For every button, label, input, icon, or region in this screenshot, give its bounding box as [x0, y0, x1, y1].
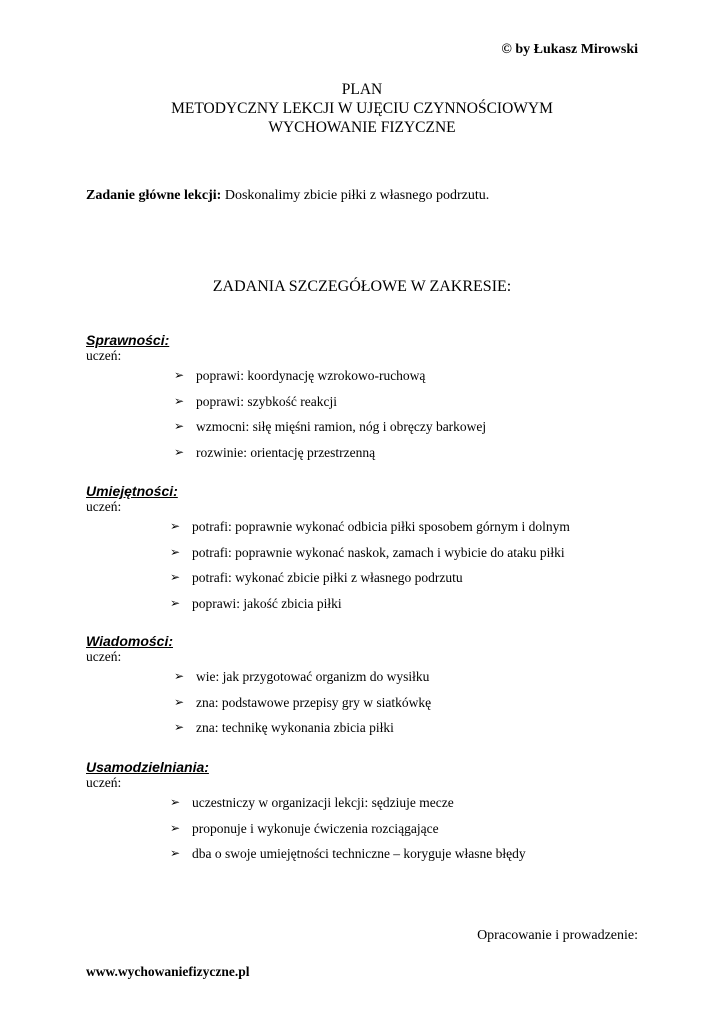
item-list [170, 790, 646, 867]
title-line-3: WYCHOWANIE FIZYCZNE [268, 119, 456, 136]
arrowhead-bullet-icon: ➢ [174, 669, 185, 683]
section-subject: uczeń: [86, 649, 122, 664]
item-text: poprawi: szybkość reakcji [196, 393, 337, 409]
item-text: wie: jak przygotować organizm do wysiłku [196, 669, 430, 684]
item-text: zna: technikę wykonania zbicia piłki [196, 720, 394, 735]
section-title: Wiadomości: [86, 633, 173, 649]
item-list [174, 664, 646, 741]
title-line-2: METODYCZNY LEKCJI W UJĘCIU CZYNNOŚCIOWYM [171, 100, 553, 117]
prepared-by-label: Opracowanie i prowadzenie: [477, 928, 638, 943]
item-text: poprawi: koordynację wzrokowo-ruchową [196, 368, 426, 383]
list-item [170, 841, 646, 867]
list-item [174, 715, 646, 741]
arrowhead-bullet-icon: ➢ [170, 519, 181, 533]
section-title: Umiejętności: [86, 483, 178, 499]
list-item [170, 565, 646, 591]
document-title [0, 80, 724, 137]
list-item [170, 540, 646, 566]
item-list [170, 514, 646, 616]
list-item [170, 790, 646, 816]
item-text: proponuje i wykonuje ćwiczenia rozciągające [192, 820, 439, 836]
section-wiadomosci [86, 633, 646, 741]
section-title: Sprawności: [86, 332, 170, 348]
item-text: wzmocni: siłę mięśni ramion, nóg i obręczy barkowej [196, 419, 487, 434]
item-text: dba o swoje umiejętności techniczne – koryguje własne błędy [192, 846, 526, 861]
section-subject: uczeń: [86, 775, 122, 790]
arrowhead-bullet-icon: ➢ [174, 720, 185, 734]
list-item [174, 363, 646, 389]
item-text: potrafi: poprawnie wykonać naskok, zamach i wybicie do ataku piłki [192, 544, 565, 560]
item-text: zna: podstawowe przepisy gry w siatkówkę [196, 694, 432, 710]
main-task-text: Doskonalimy zbicie piłki z własnego podrzutu. [224, 188, 490, 203]
arrowhead-bullet-icon: ➢ [174, 368, 185, 382]
arrowhead-bullet-icon: ➢ [170, 544, 181, 559]
item-text: poprawi: jakość zbicia piłki [192, 595, 342, 611]
item-text: potrafi: wykonać zbicie piłki z własnego podrzutu [192, 570, 463, 585]
arrowhead-bullet-icon: ➢ [174, 393, 185, 408]
section-sprawnosci [86, 332, 646, 465]
main-task [86, 188, 489, 204]
arrowhead-bullet-icon: ➢ [170, 846, 181, 860]
item-list [174, 363, 646, 465]
list-item [174, 690, 646, 716]
section-heading: ZADANIA SZCZEGÓŁOWE W ZAKRESIE: [212, 278, 512, 295]
arrowhead-bullet-icon: ➢ [170, 795, 181, 809]
section-title: Usamodzielniania: [86, 759, 209, 775]
section-usamodzielniania [86, 759, 646, 867]
title-line-1: PLAN [341, 81, 383, 98]
list-item [170, 816, 646, 842]
list-item [174, 440, 646, 466]
main-task-label: Zadanie główne lekcji: [86, 188, 222, 203]
section-subject: uczeń: [86, 499, 122, 514]
item-text: potrafi: poprawnie wykonać odbicia piłki sposobem górnym i dolnym [192, 519, 570, 534]
section-umiejetnosci [86, 483, 646, 616]
arrowhead-bullet-icon: ➢ [170, 595, 181, 610]
arrowhead-bullet-icon: ➢ [174, 444, 185, 459]
website-address: www.wychowaniefizyczne.pl [86, 964, 250, 979]
list-item [170, 514, 646, 540]
list-item [174, 389, 646, 415]
arrowhead-bullet-icon: ➢ [174, 419, 185, 433]
arrowhead-bullet-icon: ➢ [170, 570, 181, 584]
section-subject: uczeń: [86, 348, 122, 363]
list-item [174, 664, 646, 690]
list-item [170, 591, 646, 617]
copyright-note: © by Łukasz Mirowski [501, 42, 638, 57]
list-item [174, 414, 646, 440]
item-text: rozwinie: orientację przestrzenną [196, 444, 376, 460]
arrowhead-bullet-icon: ➢ [174, 694, 185, 709]
arrowhead-bullet-icon: ➢ [170, 820, 181, 835]
item-text: uczestniczy w organizacji lekcji: sędziuje mecze [192, 795, 454, 810]
